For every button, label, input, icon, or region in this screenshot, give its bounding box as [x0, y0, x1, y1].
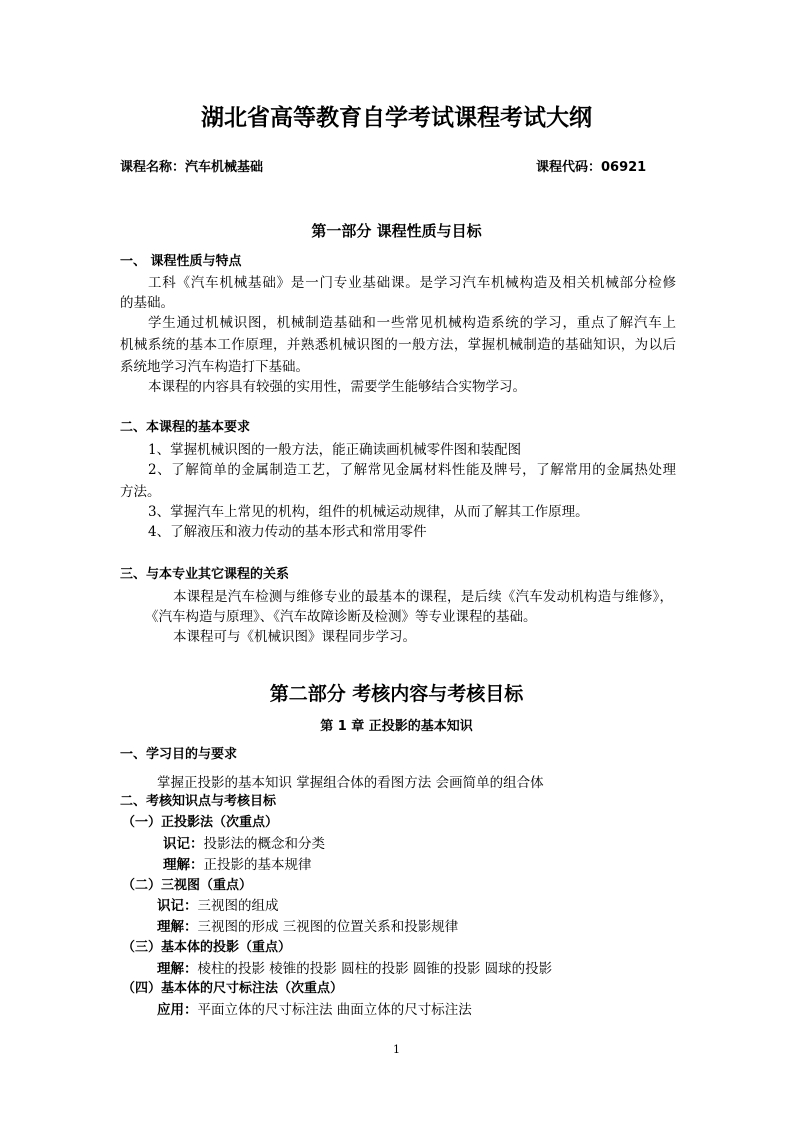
- paragraph-line: 工科《汽车机械基础》是一门专业基础课。是学习汽车机械构造及相关机械部分检修: [148, 275, 676, 291]
- row-key: 理解：: [157, 961, 198, 977]
- chapter-heading: 第 1 章 正投影的基本知识: [320, 719, 473, 734]
- section-heading: 一、 课程性质与特点: [120, 254, 242, 269]
- list-item: 1、掌握机械识图的一般方法，能正确读画机械零件图和装配图: [148, 442, 522, 458]
- section-heading: 一、学习目的与要求: [120, 747, 238, 762]
- part1-heading: 第一部分 课程性质与目标: [311, 222, 482, 240]
- row-value: 三视图的组成: [197, 898, 279, 914]
- paragraph-line: 的基础。: [120, 295, 174, 311]
- subsection-heading: （四）基本体的尺寸标注法（次重点）: [122, 981, 344, 996]
- page-number: 1: [393, 1043, 400, 1056]
- paragraph-line: 学生通过机械识图，机械制造基础和一些常见机械构造系统的学习，重点了解汽车上: [148, 315, 676, 331]
- row-value: 投影法的概念和分类: [203, 836, 325, 852]
- paragraph-line: 本课程可与《机械识图》课程同步学习。: [173, 629, 416, 645]
- paragraph-line: 掌握正投影的基本知识 掌握组合体的看图方法 会画简单的组合体: [157, 775, 544, 791]
- row-value: 平面立体的尺寸标注法 曲面立体的尺寸标注法: [197, 1002, 472, 1018]
- row-key: 应用：: [157, 1002, 198, 1018]
- paragraph-line: 本课程是汽车检测与维修专业的最基本的课程，是后续《汽车发动机构造与维修》，: [173, 589, 673, 605]
- section-heading: 二、考核知识点与考核目标: [120, 794, 277, 809]
- row-key: 识记：: [157, 898, 198, 914]
- paragraph-line: 本课程的内容具有较强的实用性，需要学生能够结合实物学习。: [148, 379, 526, 395]
- list-item: 3、掌握汽车上常见的机构，组件的机械运动规律，从而了解其工作原理。: [148, 504, 589, 520]
- part2-heading: 第二部分 考核内容与考核目标: [269, 683, 524, 705]
- list-item: 4、了解液压和液力传动的基本形式和常用零件: [148, 524, 427, 540]
- course-name: 课程名称：汽车机械基础: [120, 160, 264, 175]
- row-key: 理解：: [163, 857, 204, 873]
- paragraph-line: 机械系统的基本工作原理，并熟悉机械识图的一般方法，掌握机械制造的基础知识，为以后: [120, 337, 676, 353]
- row-value: 三视图的形成 三视图的位置关系和投影规律: [197, 919, 459, 935]
- section-heading: 三、与本专业其它课程的关系: [120, 567, 290, 582]
- subsection-heading: （一）正投影法（次重点）: [122, 815, 279, 830]
- subsection-heading: （三）基本体的投影（重点）: [122, 940, 292, 955]
- row-key: 理解：: [157, 919, 198, 935]
- row-value: 棱柱的投影 棱锥的投影 圆柱的投影 圆锥的投影 圆球的投影: [197, 961, 553, 977]
- document-title: 湖北省高等教育自学考试课程考试大纲: [201, 105, 592, 131]
- subsection-heading: （二）三视图（重点）: [122, 878, 253, 893]
- paragraph-line: 系统地学习汽车构造打下基础。: [120, 359, 309, 375]
- list-item: 方法。: [120, 484, 161, 500]
- row-value: 正投影的基本规律: [203, 857, 312, 873]
- row-key: 识记：: [163, 836, 204, 852]
- course-code: 课程代码：06921: [536, 160, 647, 175]
- paragraph-line: 《汽车构造与原理》、《汽车故障诊断及检测》等专业课程的基础。: [145, 609, 537, 625]
- list-item: 2、了解简单的金属制造工艺，了解常见金属材料性能及牌号，了解常用的金属热处理: [148, 462, 676, 478]
- section-heading: 二、本课程的基本要求: [120, 420, 251, 435]
